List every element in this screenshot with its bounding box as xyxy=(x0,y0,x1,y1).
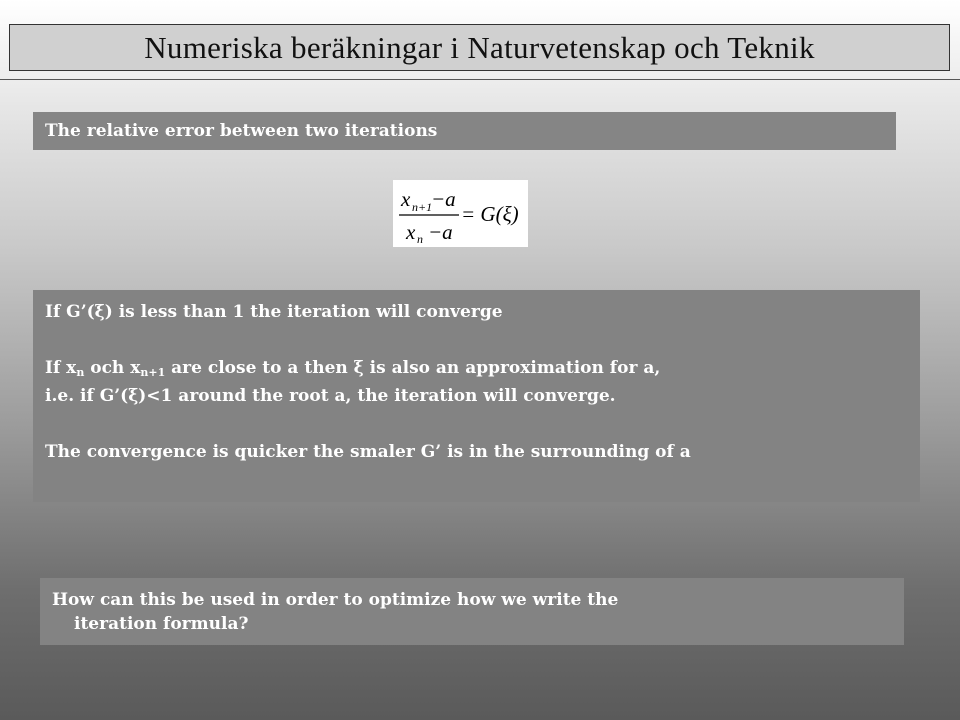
info-line-3: i.e. if G’(ξ)<1 around the root a, the iteration will converge. xyxy=(45,386,616,406)
formula-den-x: x xyxy=(406,220,416,244)
slide-title: Numeriska beräkningar i Naturvetenskap och Teknik xyxy=(9,24,950,71)
info-line-1: If G’(ξ) is less than 1 the iteration will converge xyxy=(45,302,503,322)
formula-den-sub: n xyxy=(417,232,423,246)
formula-image xyxy=(393,180,528,247)
question-box xyxy=(40,578,904,645)
formula-num-rest: −a xyxy=(431,187,456,211)
info-line-4: The convergence is quicker the smaler G’ is in the surrounding of a xyxy=(45,442,691,462)
formula-rhs: = G(ξ) xyxy=(461,202,519,226)
question-line-1: How can this be used in order to optimize how we write the xyxy=(52,590,619,610)
convergence-info-box xyxy=(33,290,920,502)
formula-num-sub: n+1 xyxy=(412,200,433,214)
formula-num-x: x xyxy=(401,187,411,211)
formula-den-rest: −a xyxy=(428,220,453,244)
section-heading: The relative error between two iterations xyxy=(33,112,896,150)
question-line-2: iteration formula? xyxy=(74,614,249,634)
info-line-2: If $x_n$ och $x_{n+1}$ are close to a then ξ is also an approximation for a, xyxy=(45,358,661,379)
title-divider xyxy=(0,79,960,80)
